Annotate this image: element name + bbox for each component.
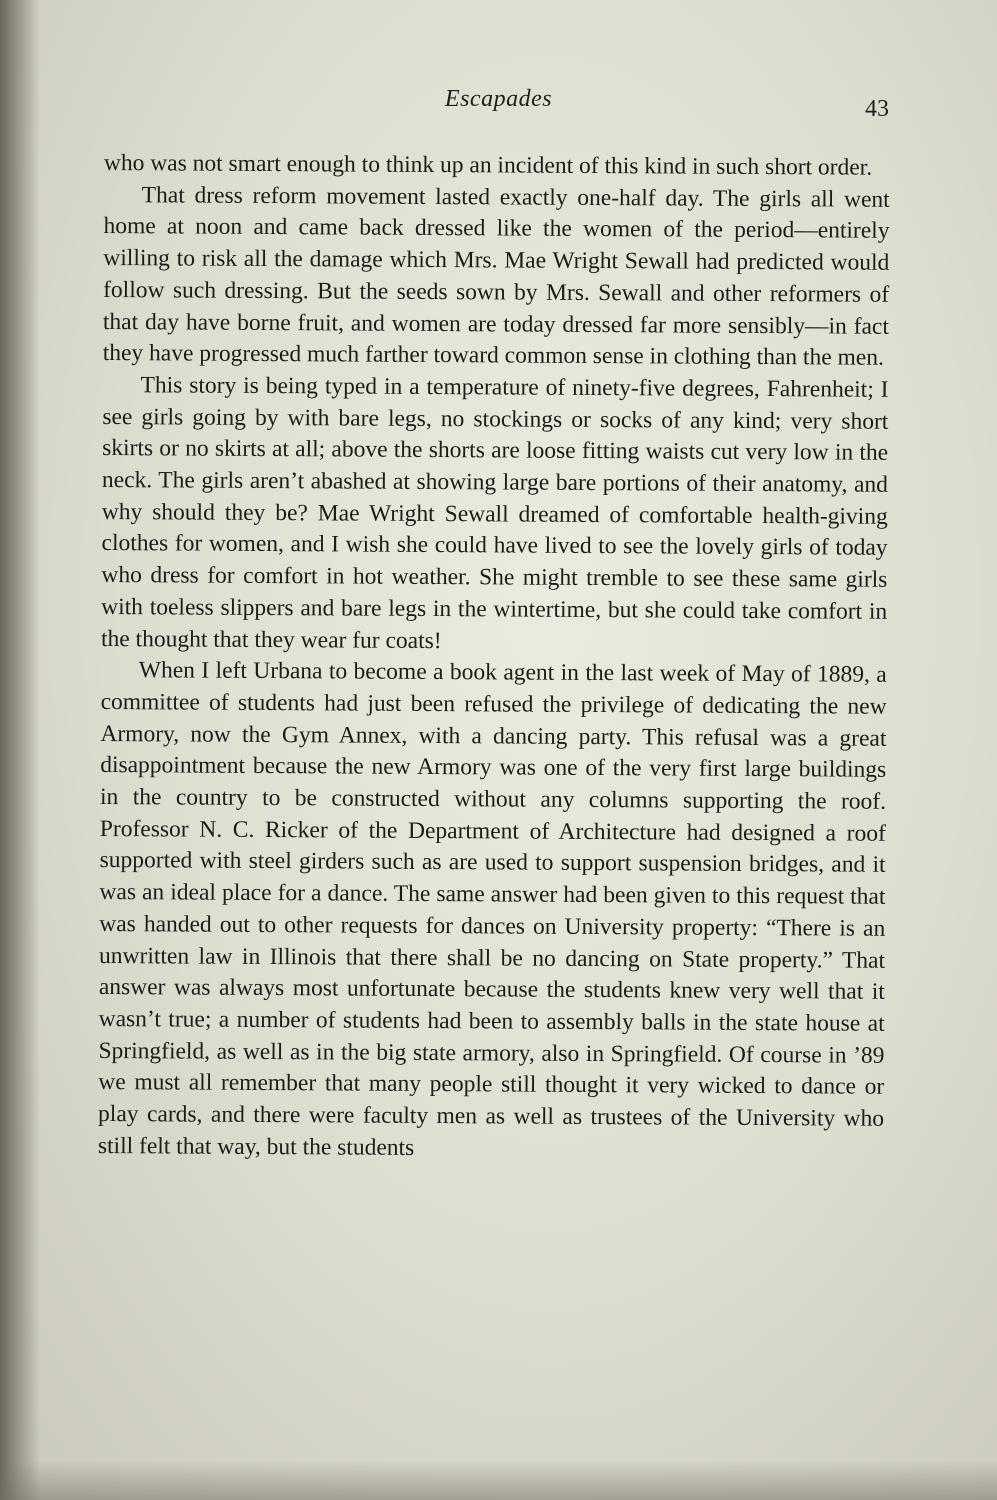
body-text bbox=[98, 148, 890, 1167]
paragraph-continued: who was not smart enough to think up an incident of this kind in such short order. bbox=[103, 149, 873, 181]
bottom-shadow bbox=[0, 1460, 997, 1500]
paragraph-dress-reform: That dress reform movement lasted exactly one-half day. The girls all went home at noon and came back dressed like the women of the period—entirely willing to risk all the damage which Mrs. Mae Wright Sewall had predicted would follow such dressing. But the seeds sown by Mrs. Sewall and other reformers of that day have borne fruit, and women are today dressed far more sensibly—in fact they have progressed much farther toward common sense in clothing than the men. bbox=[102, 181, 890, 371]
paragraph-urbana-armory: When I left Urbana to become a book agent in the last week of May of 1889, a committee of students had just been refused the privilege of dedicating the new Armory, now the Gym Annex, with a dancing party. This refusal was a great disappointment because the new Armory was one of the very first large buildings in the country to be constructed without any columns supporting the roof. Professor N. C. Ricker of the Department of Architecture had designed a roof supported with steel girders such as are used to support suspension bridges, and it was an ideal place for a dance. The same answer had been given to this request that was handed out to other requests for dances on University property: “There is an unwritten law in Illinois that there shall be no dancing on State property.” That answer was always most unfortunate because the students knew very well that it wasn’t true; a number of students had been to assembly balls in the state house at Springfield, as well as in the big state armory, also in Springfield. Of course in ’89 we must all remember that many people still thought it very wicked to dance or play cards, and there were faculty men as well as trustees of the University who still felt that way, but the students bbox=[97, 657, 887, 1161]
page-number: 43 bbox=[865, 96, 889, 122]
binding-shadow bbox=[0, 0, 40, 1500]
running-head: Escapades bbox=[444, 86, 553, 112]
paragraph-typed-story: This story is being typed in a temperature of ninety-five degrees, Fahrenheit; I see girls going by with bare legs, no stockings or socks of any kind; very short skirts or no skirts at all; above the shorts are loose fitting waists cut very low in the neck. The girls aren’t abashed at showing large bare portions of their anatomy, and why should they be? Mae Wright Sewall dreamed of comfortable health-giving clothes for women, and I wish she could have lived to see the lovely girls of today who dress for comfort in hot weather. She might tremble to see these same girls with toeless slippers and bare legs in the wintertime, but she could take comfort in the thought that they wear fur coats! bbox=[100, 372, 889, 654]
